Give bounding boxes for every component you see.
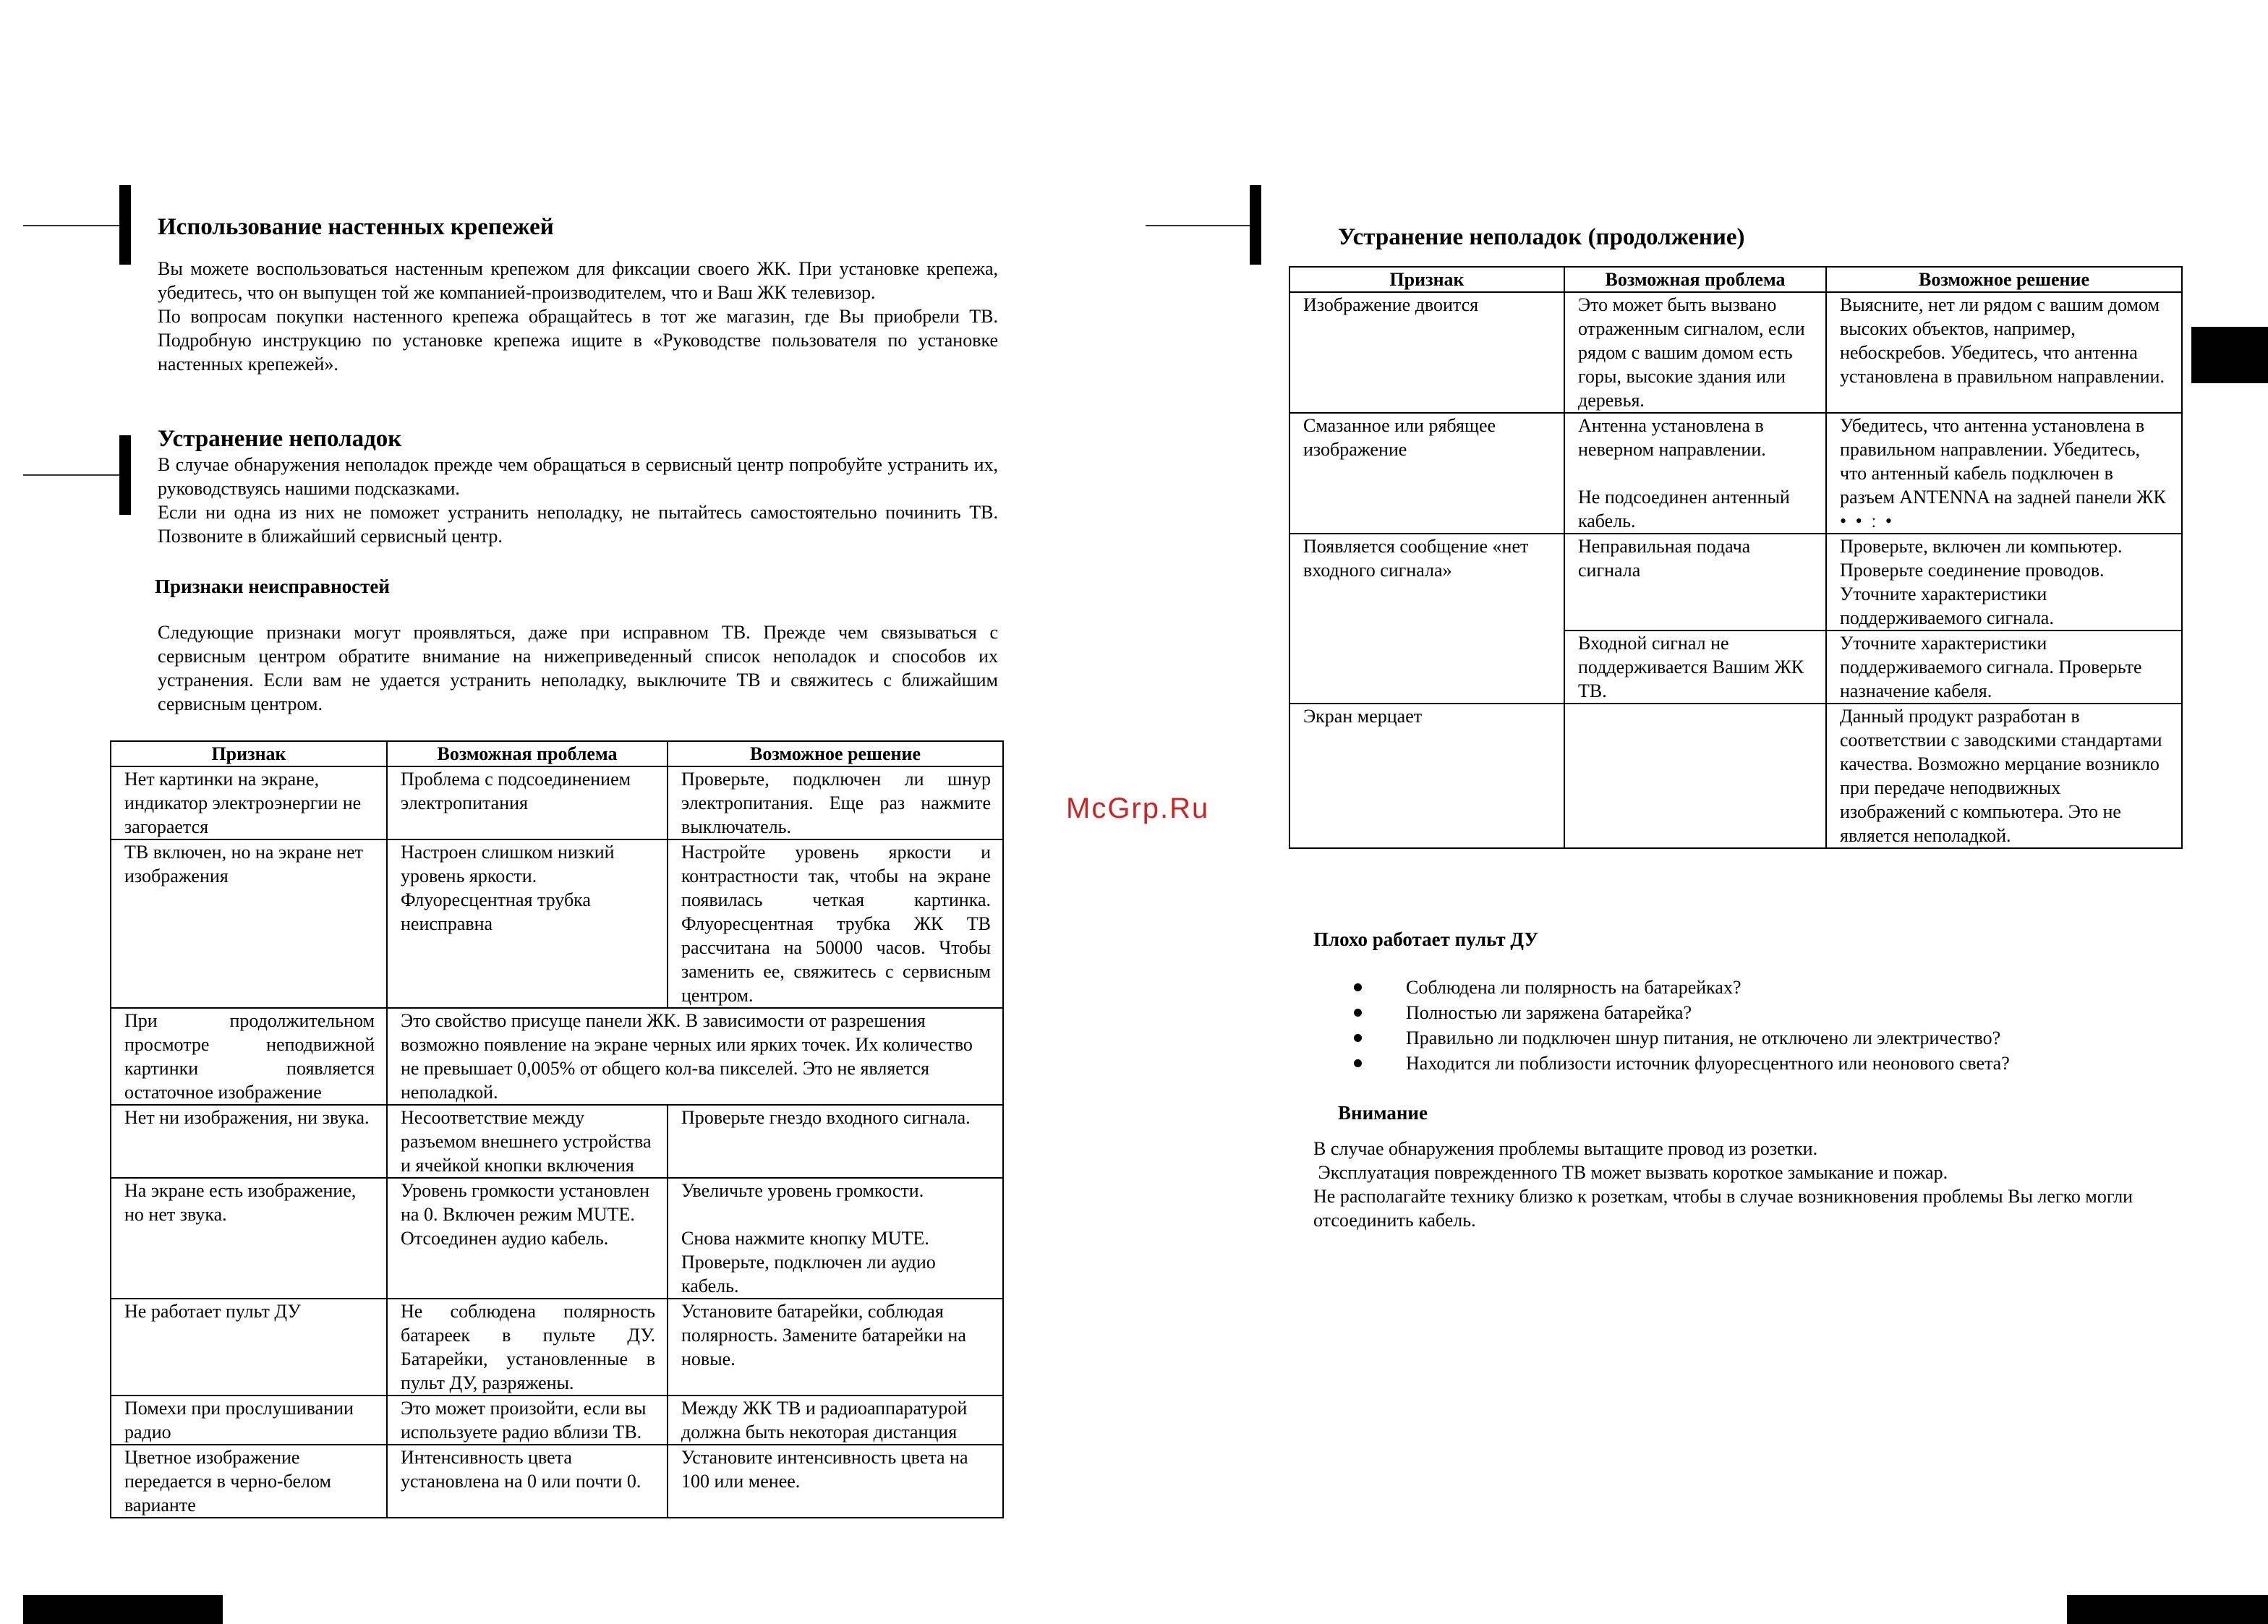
cell-sign: Экран мерцает xyxy=(1289,704,1564,848)
connector-dots: • • ː • xyxy=(1840,510,1895,531)
list-item: Правильно ли подключен шнур питания, не отключено ли электричество? xyxy=(1354,1025,2193,1051)
troubleshooting-text xyxy=(158,453,998,548)
cell-solution: Уточните характеристики поддерживаемого сигнала. Проверьте назначение кабеля. xyxy=(1826,631,2182,704)
cell-problem: Настроен слишком низкий уровень яркости. Флуоресцентная трубка неисправна xyxy=(387,839,668,1008)
cell-sign: При продолжительном просмотре неподвижной картинки появляется остаточное изображение xyxy=(111,1008,387,1105)
table-header-row xyxy=(111,741,1003,766)
right-edge-tab xyxy=(2191,327,2268,383)
left-accent-bar-top xyxy=(119,185,131,265)
cell-solution: Установите интенсивность цвета на 100 или менее. xyxy=(668,1445,1003,1518)
cell-problem: Проблема с подсоединением электропитания xyxy=(387,766,668,839)
cell-solution: Настройте уровень яркости и контрастности так, чтобы на экране появилась четкая картинка. Флуоресцентная трубка ЖК ТВ рассчитана на 50000 часов. Чтобы заменить ее, свяжитесь с сервисным центром. xyxy=(668,839,1003,1008)
cell-problem xyxy=(1564,413,1826,534)
cell-problem: Интенсивность цвета установлена на 0 или почти 0. xyxy=(387,1445,668,1518)
cell-problem-part-a: Антенна установлена в неверном направлении. xyxy=(1578,415,1766,460)
cell-problem: Входной сигнал не поддерживается Вашим ЖК ТВ. xyxy=(1564,631,1826,704)
table-row xyxy=(111,839,1003,1008)
cell-sign: Изображение двоится xyxy=(1289,292,1564,413)
cell-merged-explanation: Это свойство присуще панели ЖК. В зависимости от разрешения возможно появление на экране черных или ярких точек. Их количество не превышает 0,005% от общего кол-ва пикселей. Это не является неполадкой. xyxy=(387,1008,1003,1105)
table-header-row xyxy=(1289,267,2182,292)
cell-sign: Нет ни изображения, ни звука. xyxy=(111,1105,387,1178)
table-row xyxy=(111,766,1003,839)
cell-solution xyxy=(668,1178,1003,1299)
cell-solution: Проверьте, включен ли компьютер. Проверьте соединение проводов. Уточните характеристики поддерживаемого сигнала. xyxy=(1826,534,2182,631)
table-row xyxy=(111,1178,1003,1299)
left-footer-block xyxy=(23,1595,223,1624)
symptoms-text xyxy=(158,620,998,716)
cell-problem: Это может быть вызвано отраженным сигналом, если рядом с вашим домом есть горы, высокие здания или деревья. xyxy=(1564,292,1826,413)
symptoms-title: Признаки неисправностей xyxy=(155,576,390,597)
wall-mount-paragraph-2: По вопросам покупки настенного крепежа обращайтесь в тот же магазин, где Вы приобрели ТВ. Подробную инструкцию по установке крепежа ищите в «Руководстве пользователя по установке настенных крепежей». xyxy=(158,306,998,375)
wall-mount-text xyxy=(158,257,998,376)
cell-problem xyxy=(1564,704,1826,848)
right-footer-block xyxy=(2067,1595,2268,1624)
header-sign: Признак xyxy=(111,741,387,766)
header-solution: Возможное решение xyxy=(1826,267,2182,292)
cell-sign: ТВ включен, но на экране нет изображения xyxy=(111,839,387,1008)
cell-problem: Не соблюдена полярность батареек в пульте ДУ. Батарейки, установленные в пульт ДУ, разряжены. xyxy=(387,1299,668,1396)
list-item: Полностью ли заряжена батарейка? xyxy=(1354,1000,2193,1025)
table-row xyxy=(1289,534,2182,631)
troubleshooting-paragraph-1: В случае обнаружения неполадок прежде чем обращаться в сервисный центр попробуйте устранить их, руководствуясь нашими подсказками. xyxy=(158,454,998,499)
attention-line-2: Эксплуатация поврежденного ТВ может вызвать короткое замыкание и пожар. xyxy=(1313,1162,1948,1183)
cell-problem: Несоответствие между разъемом внешнего устройства и ячейкой кнопки включения xyxy=(387,1105,668,1178)
cell-sign: Не работает пульт ДУ xyxy=(111,1299,387,1396)
cell-solution: Проверьте, подключен ли шнур электропитания. Еще раз нажмите выключатель. xyxy=(668,766,1003,839)
list-item: Соблюдена ли полярность на батарейках? xyxy=(1354,975,2193,1000)
cell-problem: Уровень громкости установлен на 0. Включен режим MUTE. Отсоединен аудио кабель. xyxy=(387,1178,668,1299)
cell-solution xyxy=(1826,413,2182,534)
attention-title: Внимание xyxy=(1338,1102,1428,1124)
watermark: McGrp.Ru xyxy=(1066,792,1210,824)
troubleshooting-title: Устранение неполадок xyxy=(158,426,402,452)
cell-solution: Между ЖК ТВ и радиоаппаратурой должна быть некоторая дистанция xyxy=(668,1396,1003,1445)
attention-line-1: В случае обнаружения проблемы вытащите провод из розетки. xyxy=(1313,1138,1818,1159)
cell-solution: Выясните, нет ли рядом с вашим домом высоких объектов, например, небоскребов. Убедитесь, что антенна установлена в правильном направлении. xyxy=(1826,292,2182,413)
table-row xyxy=(111,1396,1003,1445)
cell-sign: Появляется сообщение «нет входного сигнала» xyxy=(1289,534,1564,704)
cell-solution-text: Убедитесь, что антенна установлена в правильном направлении. Убедитесь, что антенный кабель подключен в разъем ANTENNA на задней панели ЖК xyxy=(1840,415,2166,508)
header-solution: Возможное решение xyxy=(668,741,1003,766)
cell-solution-part-a: Увеличьте уровень громкости. xyxy=(681,1180,924,1201)
right-accent-bar-top xyxy=(1250,185,1261,265)
cell-sign: Цветное изображение передается в черно-белом варианте xyxy=(111,1445,387,1518)
table-row xyxy=(1289,292,2182,413)
right-rule-top xyxy=(1146,225,1254,226)
cell-solution-part-b: Снова нажмите кнопку MUTE. Проверьте, подключен ли аудио кабель. xyxy=(681,1228,936,1296)
symptoms-paragraph-1: Следующие признаки могут проявляться, даже при исправном ТВ. Прежде чем связываться с сервисным центром обратите внимание на нижеприведенный список неполадок и способов их устранения. Если вам не удается устранить неполадку, выключите ТВ и свяжитесь с ближайшим сервисным центром. xyxy=(158,622,998,714)
troubleshooting-table xyxy=(110,740,1004,1518)
cell-solution: Проверьте гнездо входного сигнала. xyxy=(668,1105,1003,1178)
left-rule-mid xyxy=(23,474,124,476)
troubleshooting-table-continued xyxy=(1289,266,2183,849)
table-row xyxy=(111,1008,1003,1105)
left-accent-bar-mid xyxy=(119,435,131,515)
table-row xyxy=(111,1445,1003,1518)
table-row xyxy=(111,1299,1003,1396)
attention-text xyxy=(1313,1137,2181,1232)
table-row xyxy=(1289,704,2182,848)
cell-sign: Смазанное или рябящее изображение xyxy=(1289,413,1564,534)
remote-issues-list xyxy=(1354,975,2193,1076)
table-row xyxy=(1289,413,2182,534)
wall-mount-paragraph-1: Вы можете воспользоваться настенным крепежом для фиксации своего ЖК. При установке крепежа, убедитесь, что он выпущен той же компанией-производителем, что и Ваш ЖК телевизор. xyxy=(158,258,998,303)
table-row xyxy=(111,1105,1003,1178)
header-problem: Возможная проблема xyxy=(387,741,668,766)
cell-sign: На экране есть изображение, но нет звука. xyxy=(111,1178,387,1299)
cell-sign: Помехи при прослушивании радио xyxy=(111,1396,387,1445)
troubleshooting-paragraph-2: Если ни одна из них не поможет устранить неполадку, не пытайтесь самостоятельно починить ТВ. Позвоните в ближайший сервисный центр. xyxy=(158,502,998,547)
troubleshooting-continued-title: Устранение неполадок (продолжение) xyxy=(1338,224,1745,250)
cell-problem-part-b: Не подсоединен антенный кабель. xyxy=(1578,487,1790,531)
cell-problem: Неправильная подача сигнала xyxy=(1564,534,1826,631)
remote-issues-title: Плохо работает пульт ДУ xyxy=(1313,928,1539,950)
list-item: Находится ли поблизости источник флуоресцентного или неонового света? xyxy=(1354,1051,2193,1076)
header-sign: Признак xyxy=(1289,267,1564,292)
header-problem: Возможная проблема xyxy=(1564,267,1826,292)
cell-solution: Данный продукт разработан в соответствии с заводскими стандартами качества. Возможно мерцание возникло при передаче неподвижных изображений с компьютера. Это не является неполадкой. xyxy=(1826,704,2182,848)
cell-solution: Установите батарейки, соблюдая полярность. Замените батарейки на новые. xyxy=(668,1299,1003,1396)
cell-sign: Нет картинки на экране, индикатор электроэнергии не загорается xyxy=(111,766,387,839)
left-rule-top xyxy=(23,225,124,226)
attention-line-3: Не располагайте технику близко к розеткам, чтобы в случае возникновения проблемы Вы легко могли отсоединить кабель. xyxy=(1313,1186,2133,1231)
cell-problem: Это может произойти, если вы используете радио вблизи ТВ. xyxy=(387,1396,668,1445)
wall-mount-title: Использование настенных крепежей xyxy=(158,214,554,240)
